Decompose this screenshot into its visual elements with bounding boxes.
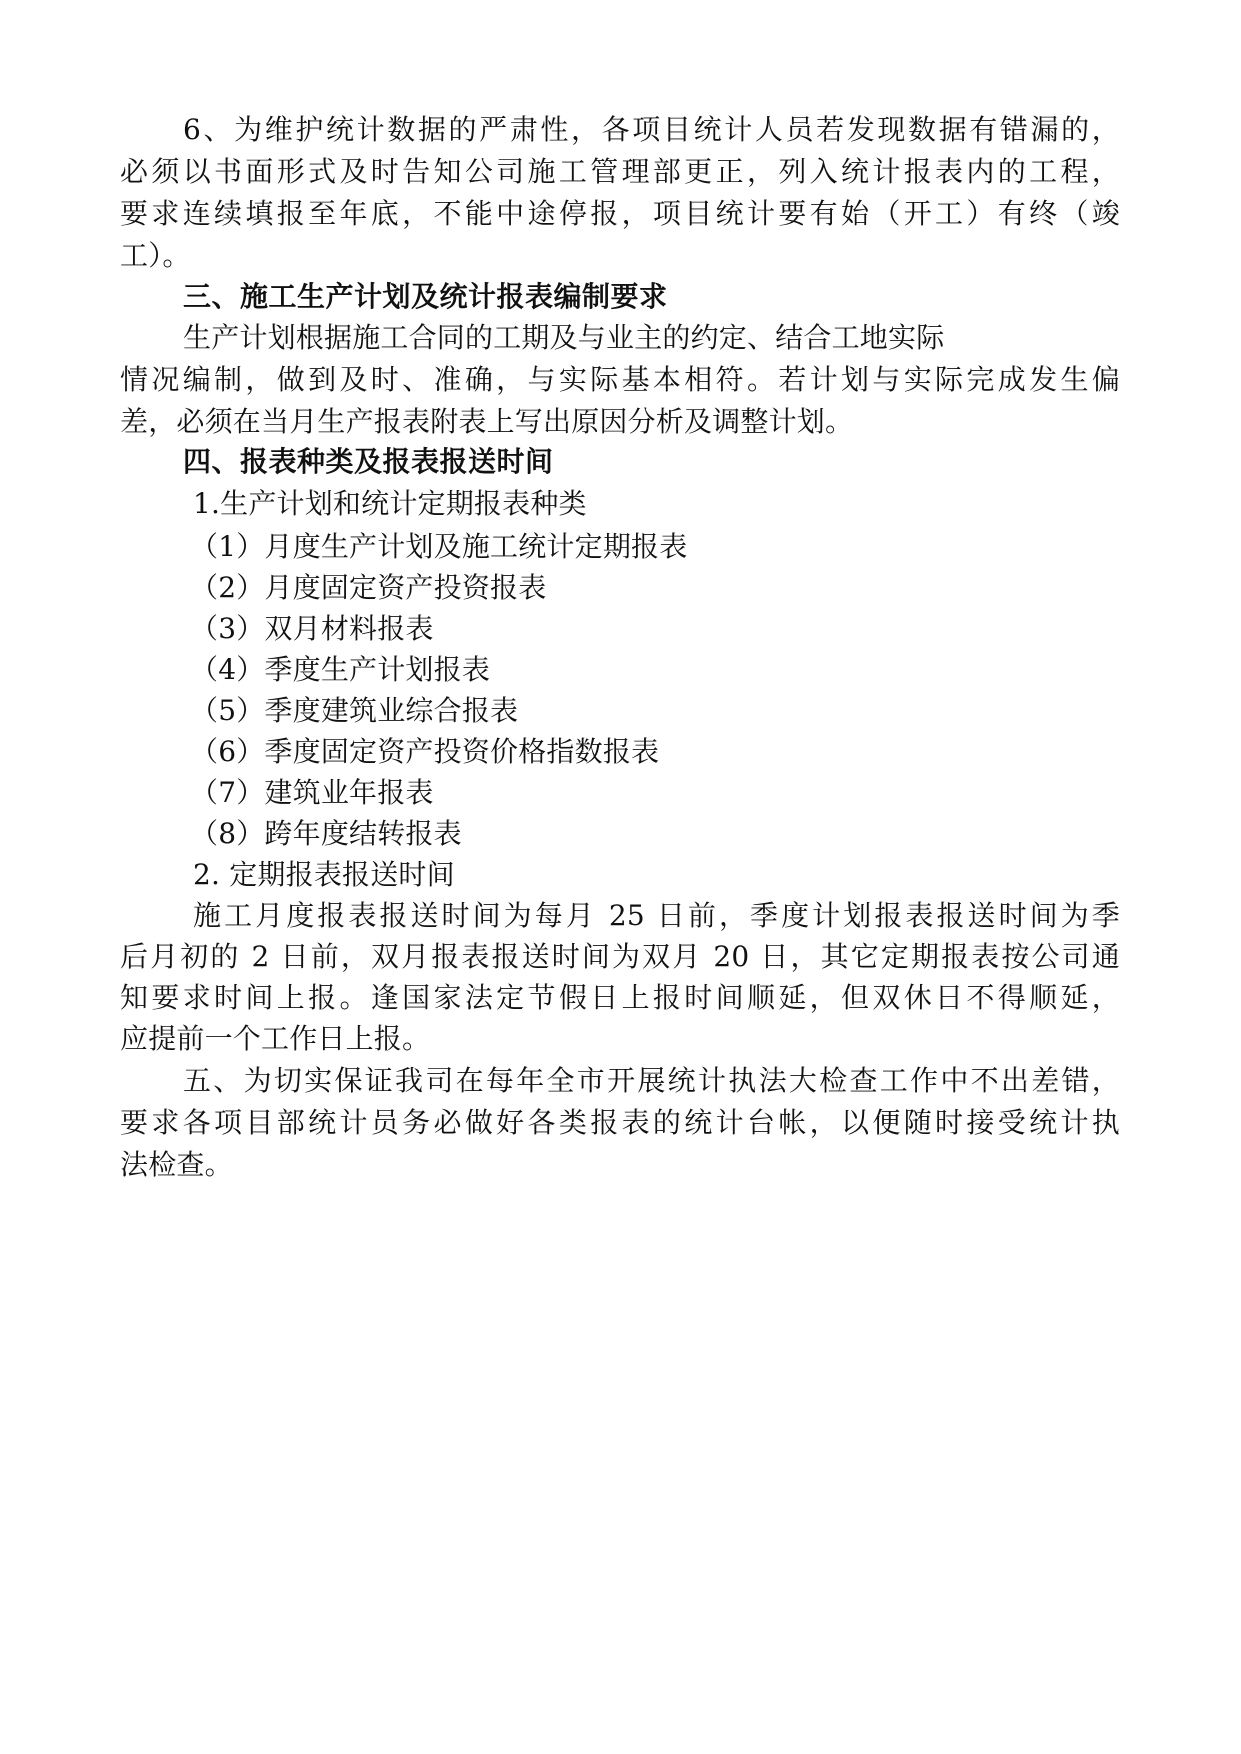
timing-line1: 施工月度报表报送时间为每月 25 日前，季度计划报表报送时间为季 bbox=[193, 899, 1120, 932]
report-type-item: （4）季度生产计划报表 bbox=[190, 653, 491, 686]
timing-line2: 后月初的 2 日前，双月报表报送时间为双月 20 日，其它定期报表按公司通 bbox=[120, 940, 1120, 973]
report-type-item: （6）季度固定资产投资价格指数报表 bbox=[190, 735, 660, 768]
section3-line1: 生产计划根据施工合同的工期及与业主的约定、结合工地实际 bbox=[183, 321, 945, 354]
para6-line4: 工）。 bbox=[120, 239, 191, 272]
report-type-item: （7）建筑业年报表 bbox=[190, 776, 434, 809]
section3-heading: 三、施工生产计划及统计报表编制要求 bbox=[183, 280, 668, 313]
report-type-item: （8）跨年度结转报表 bbox=[190, 817, 462, 850]
section5-line2: 要求各项目部统计员务必做好各类报表的统计台帐，以便随时接受统计执 bbox=[120, 1106, 1120, 1139]
report-type-item: （5）季度建筑业综合报表 bbox=[190, 694, 519, 727]
report-type-item: （2）月度固定资产投资报表 bbox=[190, 571, 547, 604]
para6-line3: 要求连续填报至年底，不能中途停报，项目统计要有始（开工）有终（竣 bbox=[120, 197, 1120, 230]
section4-sub1: 1.生产计划和统计定期报表种类 bbox=[193, 487, 587, 520]
timing-line3: 知要求时间上报。逢国家法定节假日上报时间顺延，但双休日不得顺延， bbox=[120, 981, 1120, 1014]
para6-line1: 6、为维护统计数据的严肃性，各项目统计人员若发现数据有错漏的， bbox=[183, 113, 1120, 146]
timing-line4: 应提前一个工作日上报。 bbox=[120, 1022, 431, 1055]
section4-sub2: 2. 定期报表报送时间 bbox=[193, 858, 455, 891]
report-type-item: （3）双月材料报表 bbox=[190, 612, 434, 645]
para6-line2: 必须以书面形式及时告知公司施工管理部更正，列入统计报表内的工程， bbox=[120, 155, 1120, 188]
report-type-item: （1）月度生产计划及施工统计定期报表 bbox=[190, 530, 688, 563]
section5-line1: 五、为切实保证我司在每年全市开展统计执法大检查工作中不出差错， bbox=[183, 1064, 1120, 1097]
section3-line2: 情况编制，做到及时、准确，与实际基本相符。若计划与实际完成发生偏 bbox=[120, 363, 1120, 396]
section4-heading: 四、报表种类及报表报送时间 bbox=[183, 445, 554, 478]
section5-line3: 法检查。 bbox=[120, 1148, 233, 1181]
section3-line3: 差，必须在当月生产报表附表上写出原因分析及调整计划。 bbox=[120, 405, 854, 438]
